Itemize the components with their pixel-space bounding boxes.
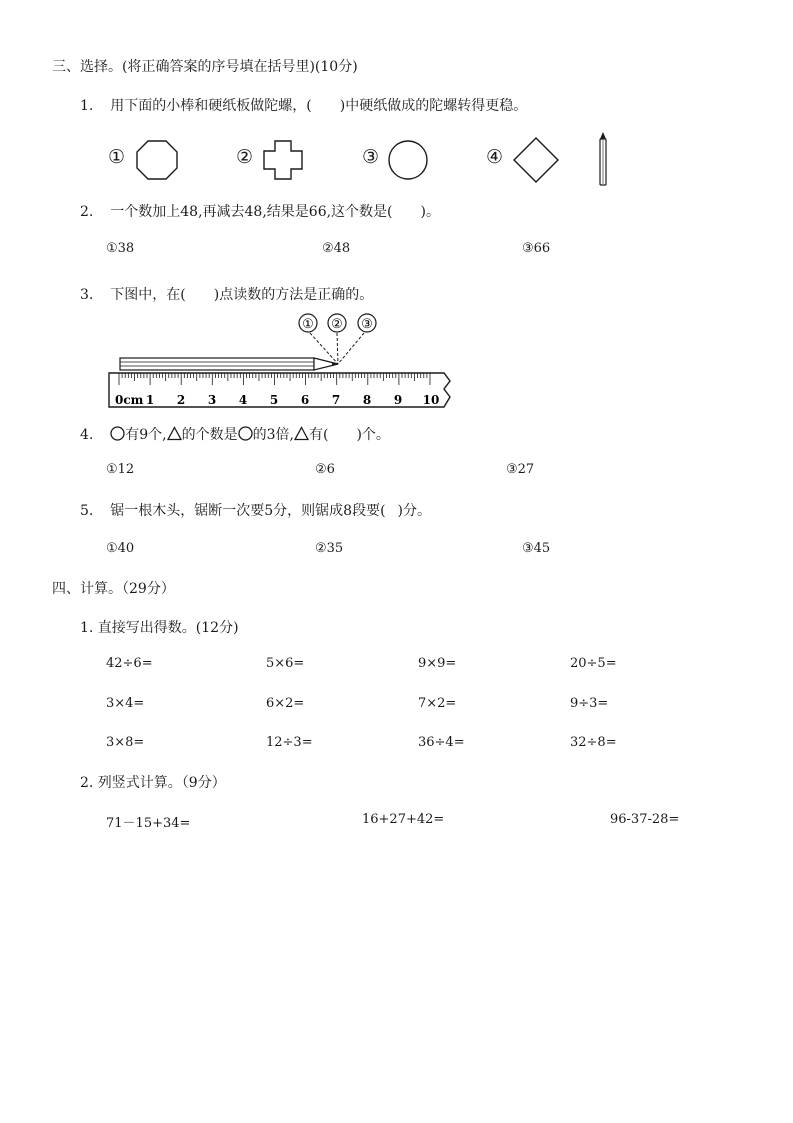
calc-item: 3×4= [106,696,145,711]
pencil-icon [120,358,338,370]
question-number: 1. [80,98,94,114]
ruler-tick-label: 1 [145,393,155,407]
ruler-tick-label: 6 [300,393,310,407]
option-b[interactable]: ②48 [322,241,351,256]
ruler-tick-label: 2 [176,393,186,407]
calc-item: 7×2= [418,696,457,711]
ruler-unit: 0cm [115,393,144,407]
calc-item: 5×6= [266,656,305,671]
option-c[interactable]: ③27 [506,462,535,477]
option-a[interactable]: ①40 [106,541,135,556]
vertical-calc-item: 71－15+34= [106,816,191,831]
option-b[interactable]: ②6 [315,462,335,477]
section-3-title: 三、选择。(将正确答案的序号填在括号里)(10分) [52,59,358,75]
circle-symbol-icon [238,426,253,441]
calc-item: 6×2= [266,696,305,711]
ruler-tick-label: 7 [331,393,341,407]
shape-label-3: ③ [362,146,380,168]
question-1 [80,95,527,115]
question-text-end: )中硬纸做成的陀螺转得更稳。 [339,98,528,114]
question-number: 4. [80,427,94,443]
pencil-stick-icon [597,130,609,188]
question-text-2: 的个数是 [181,427,238,443]
circle-icon [387,139,429,181]
question-text: 下图中，在( [110,287,186,303]
question-4 [80,424,390,444]
question-text-end: )。 [420,204,440,220]
question-number: 3. [80,287,94,303]
question-number: 5. [80,503,94,519]
question-text-end: )点读数的方法是正确的。 [213,287,374,303]
calc-item: 32÷8= [570,735,617,750]
triangle-symbol-icon [294,426,309,441]
option-a[interactable]: ①38 [106,241,135,256]
calc-item: 12÷3= [266,735,313,750]
octagon-icon [135,139,179,181]
marker-1: ① [302,317,314,332]
shape-label-4: ④ [486,146,504,168]
circle-symbol-icon [110,426,125,441]
shape-label-1: ① [108,146,126,168]
ruler-tick-label: 4 [238,393,248,407]
part-2-title: 2. 列竖式计算。（9分） [80,775,226,791]
vertical-calc-item: 96-37-28= [610,812,680,827]
option-b[interactable]: ②35 [315,541,344,556]
ruler-tick-label: 9 [393,393,403,407]
question-text: 用下面的小棒和硬纸板做陀螺，( [110,98,312,114]
calc-item: 3×8= [106,735,145,750]
calc-item: 42÷6= [106,656,153,671]
question-5 [80,500,431,520]
ruler-figure [106,310,456,412]
calc-item: 9×9= [418,656,457,671]
ruler-tick-label: 5 [269,393,279,407]
ruler-tick-label: 8 [362,393,372,407]
marker-2: ② [331,317,343,332]
question-text: 有9个, [125,427,167,443]
option-c[interactable]: ③45 [522,541,551,556]
question-text-4: 有( [308,427,329,443]
question-text-end: )个。 [356,427,390,443]
marker-3: ③ [361,317,373,332]
section-4-title: 四、计算。（29分） [52,581,175,597]
question-text: 锯一根木头，锯断一次要5分，则锯成8段要( [110,503,386,519]
ruler-tick-label: 10 [422,393,440,407]
question-text-3: 的3倍, [252,427,294,443]
cross-icon [262,139,304,181]
question-text-end: )分。 [397,503,432,519]
option-a[interactable]: ①12 [106,462,135,477]
question-2 [80,201,440,221]
part-1-title: 1. 直接写出得数。(12分) [80,620,239,636]
question-text: 一个数加上48,再减去48,结果是66,这个数是( [110,204,393,220]
calc-item: 36÷4= [418,735,465,750]
question-number: 2. [80,204,94,220]
diamond-icon [512,136,560,184]
ruler-tick-label: 3 [207,393,217,407]
question-3 [80,284,373,304]
triangle-symbol-icon [167,426,182,441]
vertical-calc-item: 16+27+42= [362,812,445,827]
calc-item: 20÷5= [570,656,617,671]
shape-label-2: ② [236,146,254,168]
option-c[interactable]: ③66 [522,241,551,256]
calc-item: 9÷3= [570,696,609,711]
